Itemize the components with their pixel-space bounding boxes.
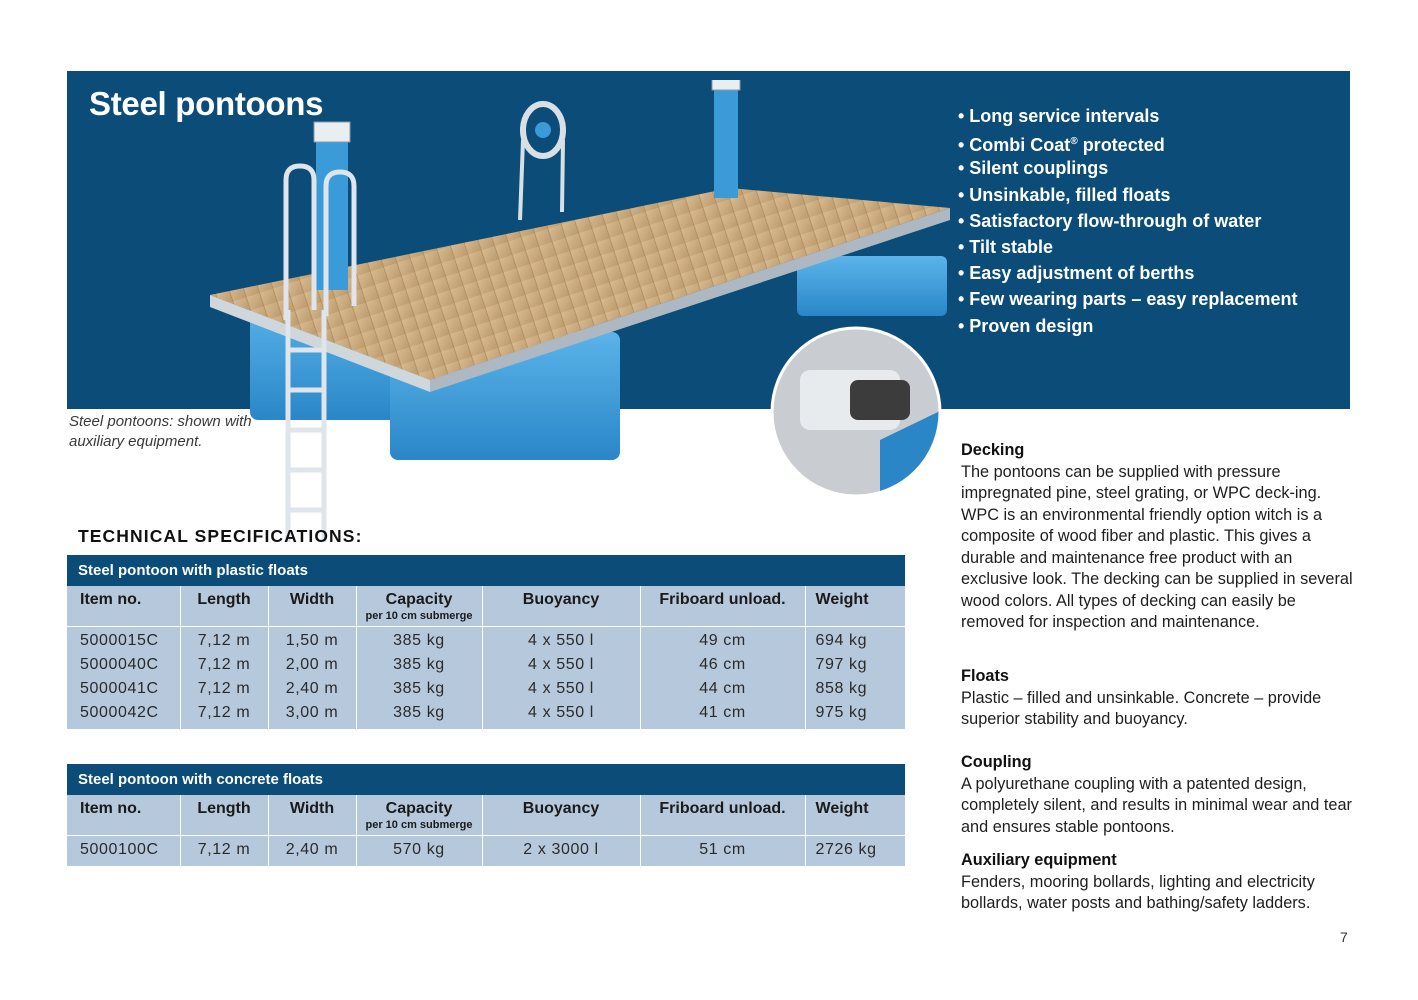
column-header: Length <box>180 795 268 836</box>
table-cell: 2,00 m <box>268 653 356 677</box>
column-header: Width <box>268 795 356 836</box>
bollard <box>714 88 738 198</box>
column-header: Weight <box>805 586 905 627</box>
section-title: Auxiliary equipment <box>961 851 1117 869</box>
table-cell: 570 kg <box>356 836 482 867</box>
feature-text-suffix: protected <box>1077 135 1165 156</box>
table-cell: 2,40 m <box>268 836 356 867</box>
feature-item: • Long service intervals <box>958 106 1160 126</box>
table-cell: 46 cm <box>640 653 805 677</box>
column-header: Buoyancy <box>482 795 640 836</box>
spec-table-concrete <box>67 764 905 866</box>
feature-item: • Proven design <box>958 315 1094 336</box>
table-cell: 5000040C <box>67 653 180 677</box>
feature-item: • Satisfactory flow-through of water <box>958 210 1262 231</box>
table-cell: 5000100C <box>67 836 180 867</box>
column-header <box>356 586 482 627</box>
section-title: Floats <box>961 667 1009 685</box>
table-cell: 385 kg <box>356 701 482 729</box>
table-cell: 7,12 m <box>180 701 268 729</box>
table-cell: 44 cm <box>640 677 805 701</box>
feature-text: • Combi Coat <box>958 135 1071 156</box>
column-header: Weight <box>805 795 905 836</box>
float <box>797 256 947 316</box>
section-text: Plastic – filled and unsinkable. Concrete – provide superior stability and buoyancy. <box>961 688 1322 728</box>
section-coupling <box>961 752 1356 838</box>
column-header-text: Capacity <box>385 800 453 817</box>
table-cell: 3,00 m <box>268 701 356 729</box>
table-caption: Steel pontoon with plastic floats <box>67 555 905 586</box>
table-row <box>67 677 905 701</box>
table-cell: 858 kg <box>805 677 905 701</box>
table-cell: 2726 kg <box>805 836 905 867</box>
column-header: Width <box>268 586 356 627</box>
figure-caption: Steel pontoons: shown with auxiliary equipment. <box>69 413 252 450</box>
feature-item: • Silent couplings <box>958 158 1109 179</box>
feature-item: • Unsinkable, filled floats <box>958 184 1171 205</box>
bollard-cap <box>314 122 350 142</box>
table-cell: 4 x 550 l <box>482 653 640 677</box>
table-cell: 7,12 m <box>180 836 268 867</box>
table-row <box>67 627 905 654</box>
page-title: Steel pontoons <box>89 85 324 122</box>
table-cell: 49 cm <box>640 627 805 654</box>
tech-specs-title: TECHNICAL SPECIFICATIONS: <box>78 526 363 546</box>
pontoon-illustration <box>190 80 960 550</box>
section-auxiliary <box>961 850 1356 915</box>
section-decking <box>961 440 1356 634</box>
table-cell: 4 x 550 l <box>482 627 640 654</box>
column-header: Friboard unload. <box>640 795 805 836</box>
feature-item: • Tilt stable <box>958 236 1053 257</box>
column-header: Buoyancy <box>482 586 640 627</box>
feature-item: • Few wearing parts – easy replacement <box>958 289 1298 310</box>
bollard-cap <box>712 80 740 90</box>
table-cell: 7,12 m <box>180 677 268 701</box>
table-row <box>67 836 905 867</box>
section-text: The pontoons can be supplied with pressure impregnated pine, steel grating, or WPC deck-ing. WPC is an environmental friendly option witch is a composite of wood fiber and plastic. This gives a durable and maintenance free product with an exclusive look. The decking can be supplied in several wood colors. All types of decking can easily be removed for inspection and maintenance. <box>961 462 1353 631</box>
column-header: Item no. <box>67 795 180 836</box>
table-cell: 7,12 m <box>180 627 268 654</box>
section-text: A polyurethane coupling with a patented design, completely silent, and results in minimal wear and tear and ensures stable pontoons. <box>961 774 1352 836</box>
table-cell: 5000015C <box>67 627 180 654</box>
table-cell: 2 x 3000 l <box>482 836 640 867</box>
column-header <box>356 795 482 836</box>
registered-mark: ® <box>1070 136 1078 148</box>
table-row <box>67 701 905 729</box>
section-floats <box>961 666 1356 731</box>
table-cell: 41 cm <box>640 701 805 729</box>
table-cell: 5000042C <box>67 701 180 729</box>
column-header: Item no. <box>67 586 180 627</box>
table-cell: 51 cm <box>640 836 805 867</box>
table-cell: 975 kg <box>805 701 905 729</box>
table-cell: 694 kg <box>805 627 905 654</box>
column-header-sub: per 10 cm submerge <box>365 610 473 622</box>
table-cell: 4 x 550 l <box>482 677 640 701</box>
feature-list <box>958 103 1297 339</box>
table-cell: 385 kg <box>356 653 482 677</box>
table-cell: 797 kg <box>805 653 905 677</box>
table-cell: 385 kg <box>356 677 482 701</box>
feature-item: • Easy adjustment of berths <box>958 263 1195 284</box>
table-cell: 7,12 m <box>180 653 268 677</box>
table-cell: 5000041C <box>67 677 180 701</box>
table-cell: 1,50 m <box>268 627 356 654</box>
table-row <box>67 653 905 677</box>
column-header: Friboard unload. <box>640 586 805 627</box>
section-title: Coupling <box>961 753 1032 771</box>
spec-table-plastic <box>67 555 905 729</box>
table-cell: 385 kg <box>356 627 482 654</box>
section-title: Decking <box>961 441 1025 459</box>
feature-item <box>958 129 1297 155</box>
table-cell: 2,40 m <box>268 677 356 701</box>
bollard <box>316 140 348 290</box>
section-text: Fenders, mooring bollards, lighting and electricity bollards, water posts and bathing/safety ladders. <box>961 872 1315 912</box>
table-cell: 4 x 550 l <box>482 701 640 729</box>
column-header-sub: per 10 cm submerge <box>365 819 473 831</box>
table-caption: Steel pontoon with concrete floats <box>67 764 905 795</box>
column-header-text: Capacity <box>385 591 453 608</box>
column-header: Length <box>180 586 268 627</box>
page-number: 7 <box>1340 929 1348 945</box>
